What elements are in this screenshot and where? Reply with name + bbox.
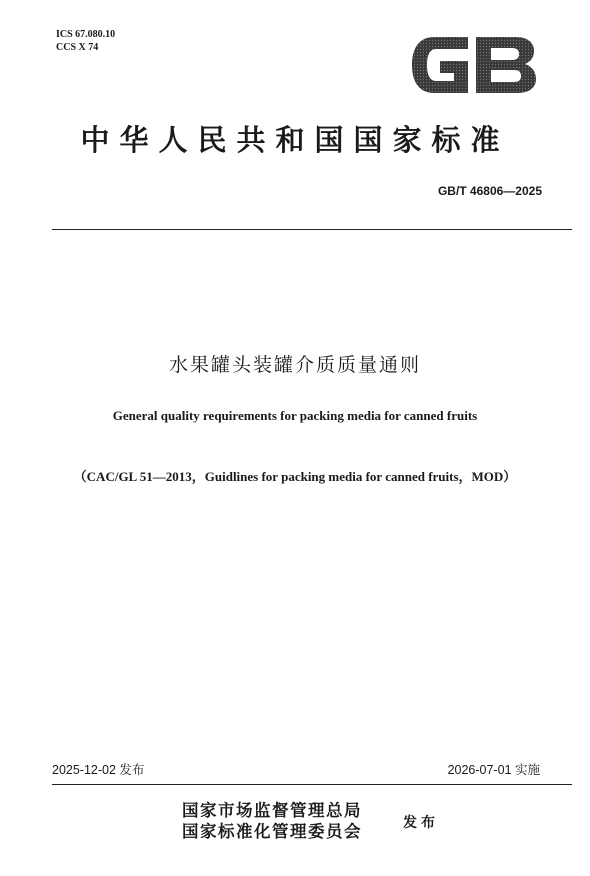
standard-number: GB/T 46806—2025 (437, 184, 542, 198)
issuing-authorities (182, 800, 362, 842)
issuer-samr: 国家市场监督管理总局 (182, 801, 362, 820)
gb-logo-letter-b (476, 37, 536, 93)
implementation-date: 2026-07-01 实施 (447, 763, 540, 777)
gb-logo (410, 33, 538, 97)
footer-divider (52, 784, 572, 785)
issuer-sac: 国家标准化管理委员会 (182, 822, 362, 841)
document-title-en: General quality requirements for packing media for canned fruits (112, 408, 478, 423)
document-title-cn: 水果罐头装罐介质质量通则 (168, 354, 421, 376)
ccs-code: CCS X 74 (56, 42, 99, 53)
publish-label: 发布 (403, 815, 439, 831)
ics-code: ICS 67.080.10 (56, 29, 116, 40)
national-standard-title: 中华人民共和国国家标准 (80, 123, 510, 157)
issue-date: 2025-12-02 发布 (52, 763, 145, 777)
header-divider (52, 229, 572, 230)
gb-logo-letter-g (412, 37, 468, 93)
adoption-note: （CAC/GL 51—2013，Guidlines for packing media for canned fruits，MOD） (73, 469, 517, 484)
classification-codes (56, 28, 115, 54)
